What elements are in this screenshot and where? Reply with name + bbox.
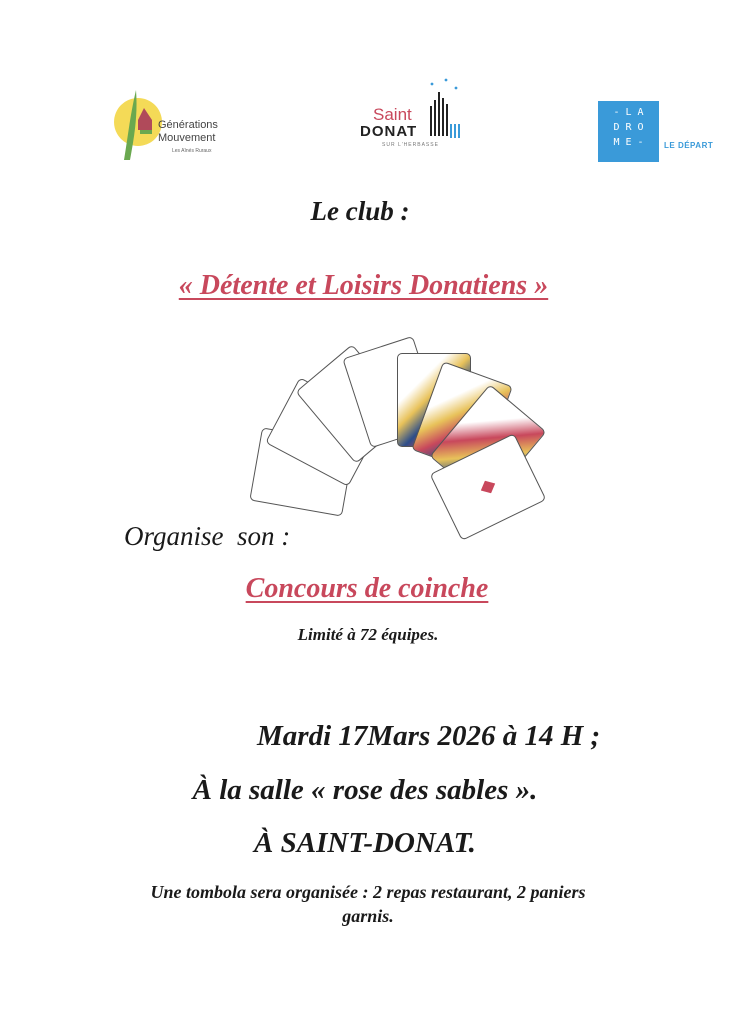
tombola-line-1: Une tombola sera organisée : 2 repas restaurant, 2 paniers xyxy=(150,882,586,902)
generations-mouvement-logo xyxy=(108,86,248,162)
saint-donat-logo xyxy=(356,78,466,158)
generations-word: Générations xyxy=(158,119,218,131)
team-limit: Limité à 72 équipes. xyxy=(297,625,439,644)
organise-text: Organise son : xyxy=(124,521,291,551)
club-intro: Le club : xyxy=(310,196,410,226)
aines-ruraux-word: Les Aînés Ruraux xyxy=(172,148,212,154)
mouvement-word: Mouvement xyxy=(158,132,216,144)
saint-word: Saint xyxy=(373,105,412,124)
drome-letters-1: - L A xyxy=(613,107,644,118)
le-depart-tagline: LE DÉPART xyxy=(664,141,714,150)
organ-pipes-icon xyxy=(426,78,466,144)
drome-letters-2: D R O xyxy=(613,122,644,133)
donat-word: DONAT xyxy=(360,123,418,140)
event-venue: À la salle « rose des sables ». xyxy=(192,774,538,806)
club-name: « Détente et Loisirs Donatiens » xyxy=(178,270,549,301)
playing-cards-illustration xyxy=(255,335,555,535)
event-name-wrap xyxy=(0,573,734,605)
event-date: Mardi 17Mars 2026 à 14 H ; xyxy=(257,720,601,752)
club-name-wrap xyxy=(0,270,727,302)
drome-logo xyxy=(598,101,728,163)
event-name: Concours de coinche xyxy=(245,573,489,604)
tombola-line-2: garnis. xyxy=(342,906,394,926)
herbasse-word: SUR L'HERBASSE xyxy=(382,142,439,148)
drome-box xyxy=(598,101,659,162)
event-town: À SAINT-DONAT. xyxy=(254,827,476,859)
drome-letters-3: M E - xyxy=(613,137,644,148)
diamond-icon xyxy=(478,477,499,497)
